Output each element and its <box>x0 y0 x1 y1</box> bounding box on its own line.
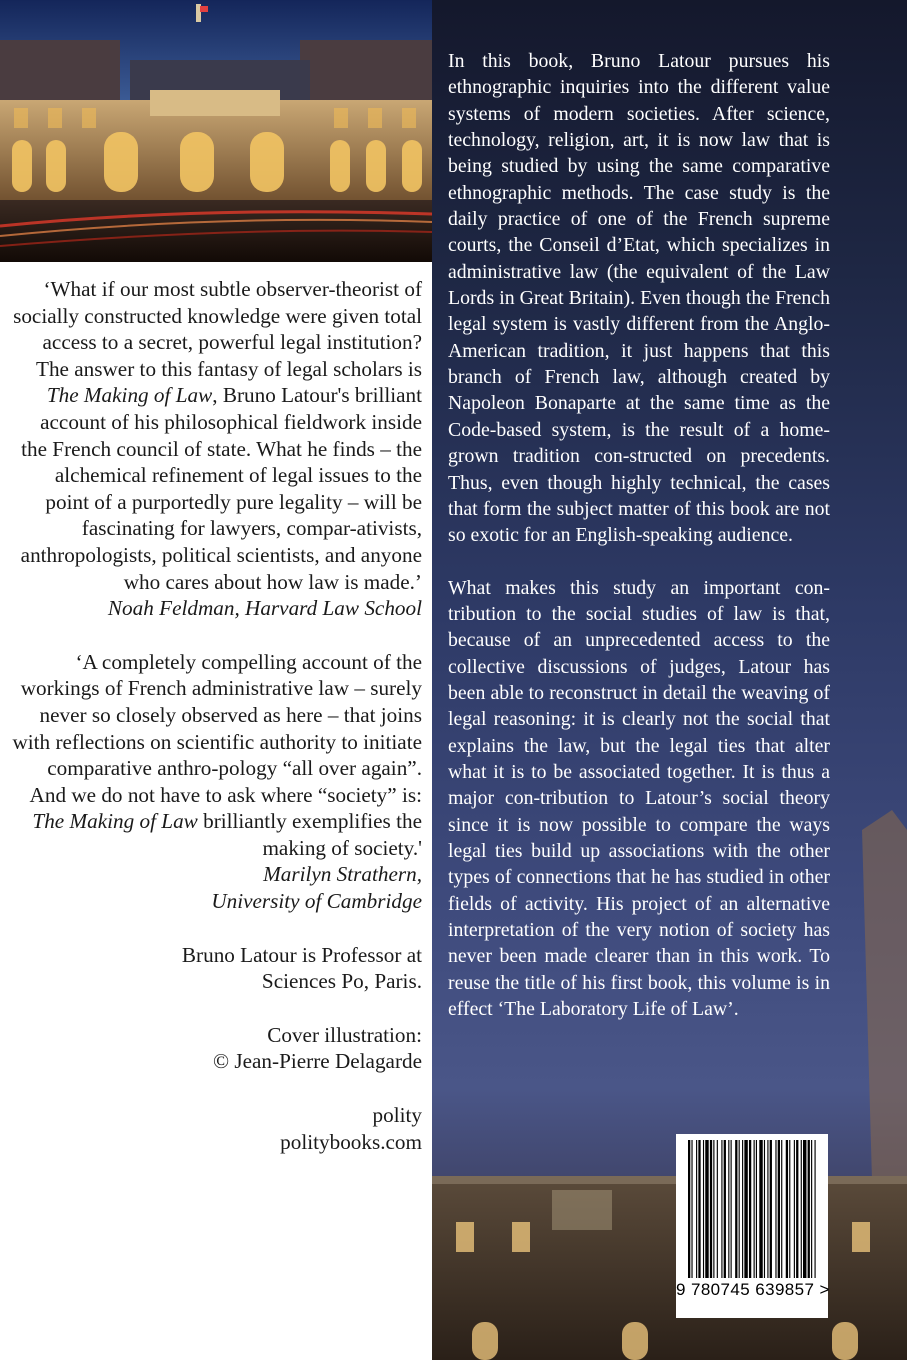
quote-feldman-attribution: Noah Feldman, Harvard Law School <box>107 596 422 621</box>
barcode-bar <box>731 1140 732 1278</box>
barcode-bar <box>742 1140 743 1278</box>
barcode-bar <box>786 1140 788 1278</box>
barcode-bar <box>770 1140 772 1278</box>
cover-photo-left <box>0 0 432 262</box>
author-bio-line1: Bruno Latour is Professor at <box>181 942 422 967</box>
barcode-bar <box>796 1140 798 1278</box>
barcode-bar <box>756 1140 757 1278</box>
barcode-bar <box>721 1140 722 1278</box>
barcode-bar <box>739 1140 740 1278</box>
quote-feldman <box>10 276 422 595</box>
barcode-bar <box>767 1140 768 1278</box>
barcode-bar <box>789 1140 790 1278</box>
isbn-digits: 9 780745 639857 > <box>676 1280 830 1299</box>
quote-feldman-book-title: The Making of Law <box>46 383 213 408</box>
quote-feldman-text-a: ‘What if our most subtle observer-theorist of socially constructed knowledge were given total access to a secret, powerful legal institution? The answer to this fantasy of legal scholars is <box>13 277 422 381</box>
quote-strathern <box>10 649 422 862</box>
cover-credit-line1: Cover illustration: <box>267 1022 422 1047</box>
description-paragraph-2: What makes this study an important con-tribution to the social studies of law is that, because of an unprecedented access to the collective discussions of judges, Latour has been able to reconstruct in detail the weaving of legal reasoning: it is clearly not the social that explains the law, but the legal ties that alter what it is to be associated together. It is thus a major con-tribution to Latour’s social theory since it is now possible to compare the ways legal ties build up associations with the other types of connections that he has studied in other fields of activity. His project of an alternative interpretation of the very notion of society has never been made clearer than in this work. To reuse the title of his first book, this volume is in effect ‘The Laboratory Life of Law’. <box>448 576 830 1021</box>
quote-strathern-attribution-name: Marilyn Strathern, <box>263 862 422 887</box>
quote-strathern-text-b: brilliantly exemplifies the making of society.' <box>197 809 422 860</box>
barcode-bars <box>688 1140 816 1280</box>
isbn-barcode <box>676 1134 828 1318</box>
barcode-bar <box>801 1140 802 1278</box>
quote-strathern-attribution-org: University of Cambridge <box>211 889 422 914</box>
barcode-bar <box>778 1140 780 1278</box>
barcode-bar <box>811 1140 812 1278</box>
barcode-bar <box>705 1140 708 1278</box>
barcode-bar <box>775 1140 776 1278</box>
author-bio-line2: Sciences Po, Paris. <box>261 969 422 994</box>
barcode-bar <box>759 1140 762 1278</box>
publisher-url: politybooks.com <box>280 1129 422 1154</box>
barcode-bar <box>710 1140 712 1278</box>
quote-strathern-text-a: ‘A completely compelling account of the workings of French administrative law – surely never so closely observed as here – that joins with reflections on scientific authority to initiate comparative anthro-pology “all over again”. And we do not have to ask where “society” is: <box>12 649 422 807</box>
barcode-bar <box>749 1140 751 1278</box>
barcode-bar <box>698 1140 700 1278</box>
description-column <box>448 48 830 1022</box>
barcode-bar <box>754 1140 755 1278</box>
palace-illustration <box>0 0 432 262</box>
barcode-bar <box>696 1140 697 1278</box>
barcode-bar <box>688 1140 690 1278</box>
barcode-bar <box>794 1140 795 1278</box>
barcode-bar <box>713 1140 714 1278</box>
barcode-bar <box>764 1140 765 1278</box>
barcode-bar <box>703 1140 704 1278</box>
barcode-bar <box>724 1140 726 1278</box>
publisher-name: polity <box>372 1103 422 1128</box>
barcode-bar <box>815 1140 816 1278</box>
barcode-bar <box>803 1140 806 1278</box>
barcode-bar <box>808 1140 810 1278</box>
barcode-bar <box>735 1140 737 1278</box>
barcode-bar <box>691 1140 692 1278</box>
quote-feldman-text-b: , Bruno Latour's brilliant account of his philosophical fieldwork inside the French council of state. What he finds – the alchemical refinement of legal issues to the point of a purportedly pure legality – will be fascinating for lawyers, compar-ativists, anthropologists, political scientists, and anyone who cares about how law is made.’ <box>20 383 422 594</box>
quote-strathern-book-title: The Making of Law <box>32 809 198 834</box>
barcode-bar <box>781 1140 782 1278</box>
barcode-bar <box>728 1140 729 1278</box>
endorsements-column <box>10 276 422 1155</box>
barcode-bar <box>744 1140 747 1278</box>
cover-credit-line2: © Jean-Pierre Delagarde <box>212 1049 422 1074</box>
barcode-bar <box>717 1140 718 1278</box>
description-paragraph-1: In this book, Bruno Latour pursues his ethnographic inquiries into the different value systems of modern societies. After science, technology, religion, art, it is now law that is being studied by using the same comparative ethnographic methods. The case study is the daily practice of one of the French supreme courts, the Conseil d’Etat, which specializes in administrative law (the equivalent of the Law Lords in Great Britain). Even though the French legal system is vastly different from the Anglo-American tradition, it just happens that this branch of French law, although created by Napoleon Bonaparte at the same time as the Code-based system, is the result of a home-grown tradition con-structed on precedents. Thus, even though highly technical, the cases that form the subject matter of this book are not so exotic for an English-speaking audience. <box>448 50 830 547</box>
